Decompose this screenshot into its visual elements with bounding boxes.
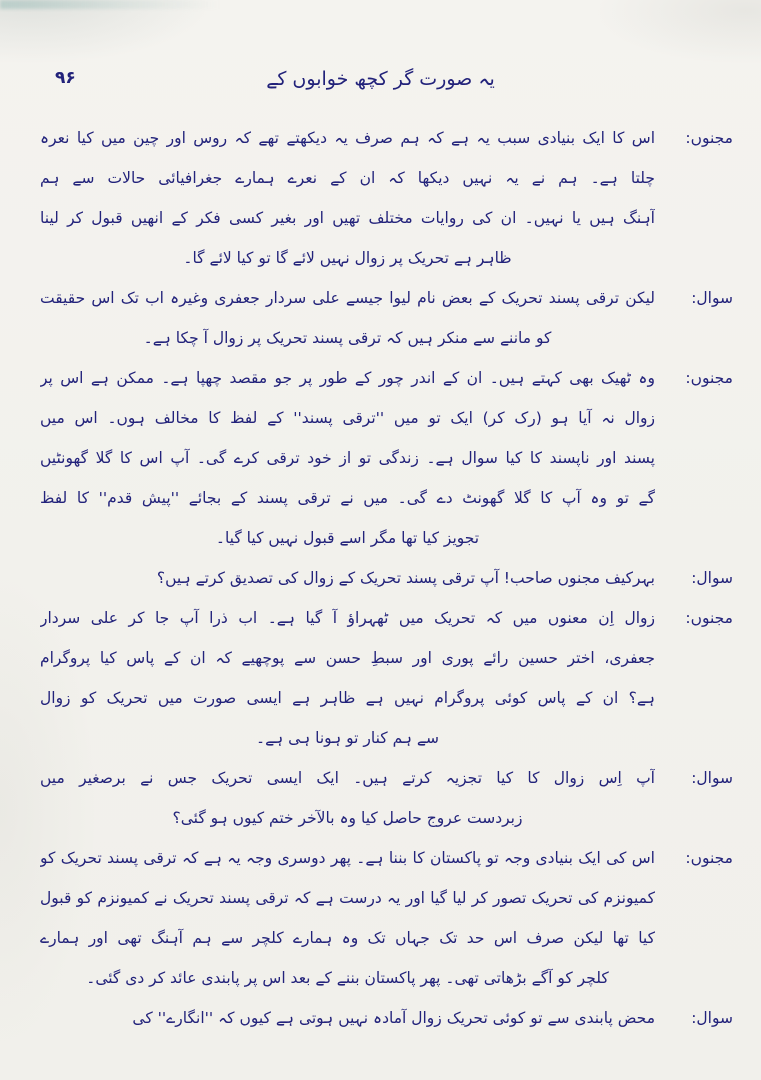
dialogue-entry	[40, 118, 733, 278]
page-number: ۹۶	[55, 68, 76, 88]
text-line: جعفری، اختر حسین رائے پوری اور سبطِ حسن سے پوچھیے کہ ان کے پاس کیا پروگرام	[40, 649, 655, 667]
text-line: اس کا ایک بنیادی سبب یہ ہے کہ ہم صرف یہ دیکھتے تھے کہ روس اور چین میں کیا نعرہ	[40, 129, 655, 147]
text-line: تجویز کیا تھا مگر اسے قبول نہیں کیا گیا۔	[215, 529, 480, 547]
book-title: یہ صورت گر کچھ خوابوں کے	[266, 68, 495, 90]
text-line: ہے؟ ان کے پاس کوئی پروگرام نہیں ہے ظاہر ہے ایسی صورت میں تحریک کو زوال	[40, 689, 655, 707]
speaker-label: سوال:	[691, 569, 733, 587]
entry-lines	[40, 758, 655, 838]
text-line: زوال اِن معنوں میں کہ تحریک میں ٹھہراؤ آ گیا ہے۔ اب ذرا آپ جا کر علی سردار	[40, 609, 655, 627]
text-line: کمیونزم کی تحریک تصور کر لیا گیا اور یہ درست ہے کہ ترقی پسند تحریک نے کمیونزم کو قبول	[40, 889, 655, 907]
text-line: آپ اِس زوال کا کیا تجزیہ کرتے ہیں۔ ایک ایسی تحریک جس نے برصغیر میں	[40, 769, 655, 787]
dialogue-entry	[40, 838, 733, 998]
text-line: بہرکیف مجنوں صاحب! آپ ترقی پسند تحریک کے زوال کی تصدیق کرتے ہیں؟	[156, 569, 655, 587]
text-line: کلچر کو آگے بڑھاتی تھی۔ پھر پاکستان بننے کے بعد اس پر پابندی عائد کر دی گئی۔	[86, 969, 609, 987]
text-line: کیا تھا لیکن صرف اس حد تک جہاں تک وہ ہمارے کلچر سے ہم آہنگ تھی اور ہمارے	[40, 929, 655, 947]
page-header	[0, 0, 761, 118]
text-line: زبردست عروج حاصل کیا وہ بالآخر ختم کیوں ہو گئی؟	[172, 809, 523, 827]
text-line: کو ماننے سے منکر ہیں کہ ترقی پسند تحریک پر زوال آ چکا ہے۔	[143, 329, 552, 347]
dialogue-entry	[40, 558, 733, 598]
text-line: ظاہر ہے تحریک پر زوال نہیں لائے گا تو کیا لائے گا۔	[183, 249, 512, 267]
text-line: زوال نہ آیا ہو (رک کر) ایک تو میں ''ترقی پسند'' کے لفظ کا مخالف ہوں۔ اس میں	[40, 409, 655, 427]
dialogue-entry	[40, 278, 733, 358]
entry-lines	[40, 998, 655, 1038]
speaker-label: مجنوں:	[685, 369, 733, 387]
speaker-label: سوال:	[691, 769, 733, 787]
text-line: آہنگ ہیں یا نہیں۔ ان کی روایات مختلف تھیں اور بغیر کسی فکر کے انھیں قبول کر لینا	[40, 209, 655, 227]
entry-lines	[40, 838, 655, 998]
speaker-label: مجنوں:	[685, 849, 733, 867]
text-line: چلتا ہے۔ ہم نے یہ نہیں دیکھا کہ ان کے نعرے ہمارے جغرافیائی حالات سے ہم	[40, 169, 655, 187]
text-line: لیکن ترقی پسند تحریک کے بعض نام لیوا جیسے علی سردار جعفری وغیرہ اب تک اس حقیقت	[40, 289, 655, 307]
dialogue-entry	[40, 998, 733, 1038]
dialogue-entry	[40, 358, 733, 558]
text-line: سے ہم کنار تو ہونا ہی ہے۔	[256, 729, 439, 747]
entry-lines	[40, 358, 655, 558]
entry-lines	[40, 558, 655, 598]
speaker-label: مجنوں:	[685, 609, 733, 627]
text-line: اس کی ایک بنیادی وجہ تو پاکستان کا بننا ہے۔ پھر دوسری وجہ یہ ہے کہ ترقی پسند تحریک کو	[40, 849, 655, 867]
entry-lines	[40, 598, 655, 758]
dialogue-entry	[40, 598, 733, 758]
speaker-label: سوال:	[691, 1009, 733, 1027]
speaker-label: مجنوں:	[685, 129, 733, 147]
text-line: گے تو وہ آپ کا گلا گھونٹ دے گی۔ میں نے ترقی پسند کے بجائے ''پیش قدم'' کا لفظ	[40, 489, 655, 507]
dialogue-entry	[40, 758, 733, 838]
speaker-label: سوال:	[691, 289, 733, 307]
text-line: پسند اور ناپسند کا کیا سوال ہے۔ زندگی تو از خود ترقی کرے گی۔ آپ اس کا گلا گھونٹیں	[40, 449, 655, 467]
text-line: محض پابندی سے تو کوئی تحریک زوال آمادہ نہیں ہوتی ہے کیوں کہ ''انگارے'' کی	[132, 1009, 655, 1027]
entry-lines	[40, 118, 655, 278]
text-line: وہ ٹھیک بھی کہتے ہیں۔ ان کے اندر چور کے طور پر جو مقصد چھپا ہے۔ ممکن ہے اس پر	[40, 369, 655, 387]
entry-lines	[40, 278, 655, 358]
dialogue-body	[0, 118, 761, 1038]
